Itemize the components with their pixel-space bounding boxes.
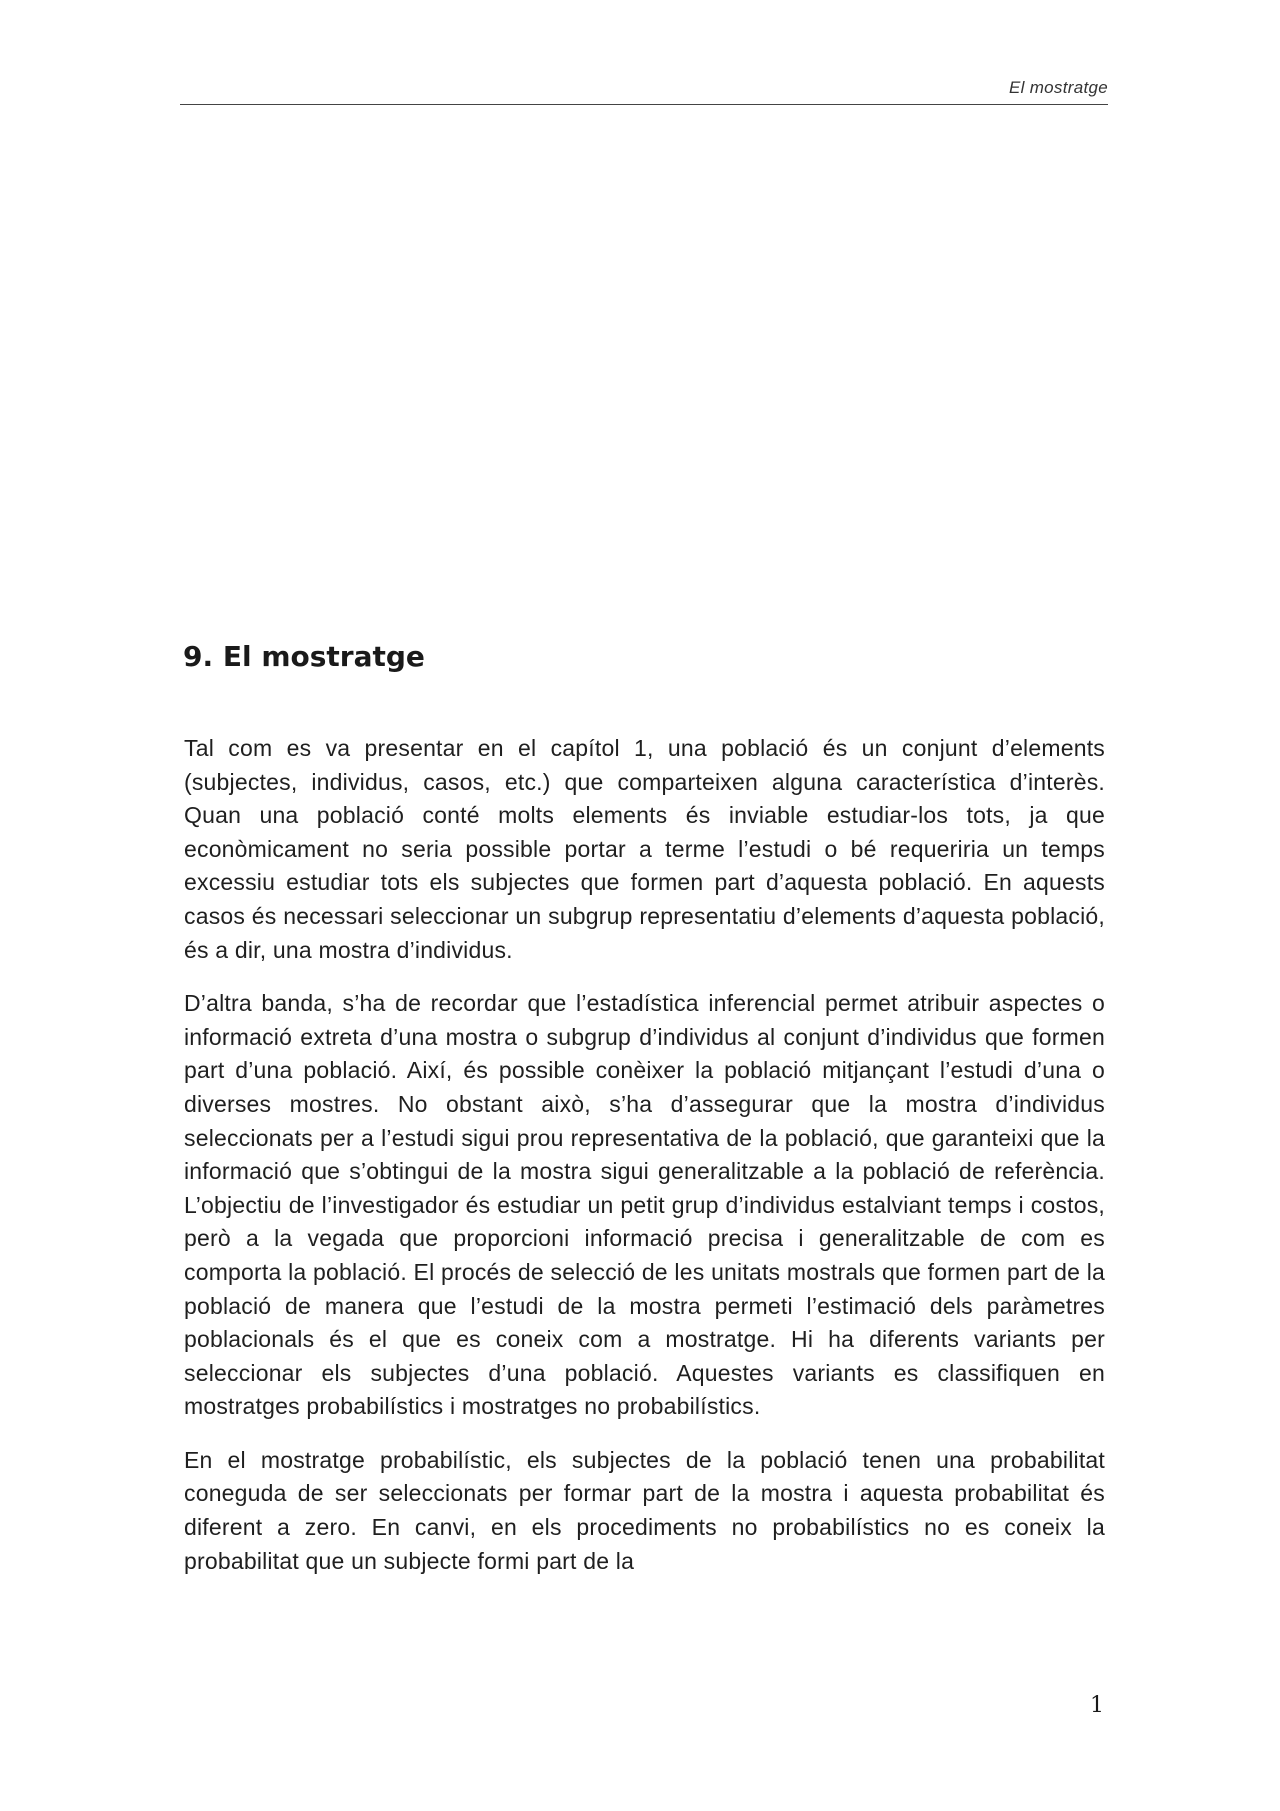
body-text: [184, 732, 1105, 1598]
chapter-title: 9. El mostratge: [183, 640, 425, 673]
paragraph: D’altra banda, s’ha de recordar que l’estadística inferencial permet atribuir aspectes o informació extreta d’una mostra o subgrup d’individus al conjunt d’individus que formen part d’una població. Així, és possible conèixer la població mitjançant l’estudi d’una o diverses mostres. No obstant això, s’ha d’assegurar que la mostra d’individus seleccionats per a l’estudi sigui prou representativa de la població, que garanteixi que la informació que s’obtingui de la mostra sigui generalitzable a la població de referència. L’objectiu de l’investigador és estudiar un petit grup d’individus estalviant temps i costos, però a la vegada que proporcioni informació precisa i generalitzable de com es comporta la població. El procés de selecció de les unitats mostrals que formen part de la població de manera que l’estudi de la mostra permeti l’estimació dels paràmetres poblacionals és el que es coneix com a mostratge. Hi ha diferents variants per seleccionar els subjectes d’una població. Aquestes variants es classifiquen en mostratges probabilístics i mostratges no probabilístics.: [184, 990, 1105, 1420]
running-header: El mostratge: [1008, 78, 1108, 97]
paragraph: Tal com es va presentar en el capítol 1, una població és un conjunt d’elements (subjectes, individus, casos, etc.) que comparteixen alguna característica d’interès. Quan una població conté molts elements és inviable estudiar-los tots, ja que econòmicament no seria possible portar a terme l’estudi o bé requeriria un temps excessiu estudiar tots els subjectes que formen part d’aquesta població. En aquests casos és necessari seleccionar un subgrup representatiu d’elements d’aquesta població, és a dir, una mostra d’individus.: [184, 735, 1105, 963]
header-rule: [180, 104, 1108, 105]
paragraph: En el mostratge probabilístic, els subjectes de la població tenen una probabilitat coneguda de ser seleccionats per formar part de la mostra i aquesta probabilitat és diferent a zero. En canvi, en els procediments no probabilístics no es coneix la probabilitat que un subjecte formi part de la: [184, 1446, 1105, 1574]
page-number: 1: [1090, 1693, 1104, 1718]
